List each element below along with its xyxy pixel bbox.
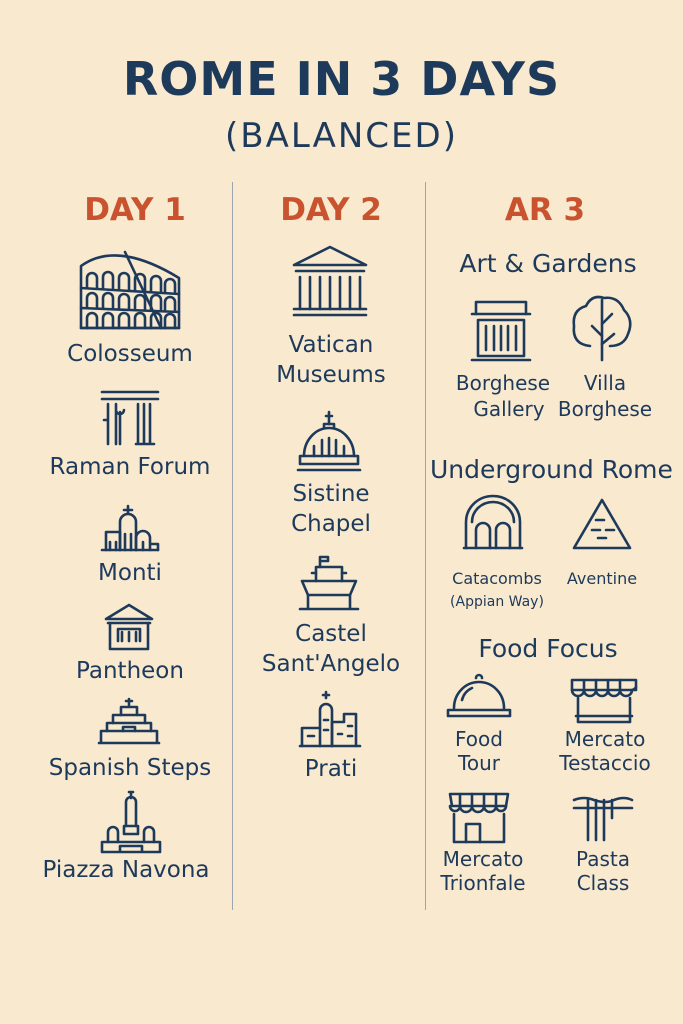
castel-label-1: Castel — [295, 621, 367, 647]
day2-heading: DAY 2 — [280, 192, 382, 228]
spanish-steps-label: Spanish Steps — [48, 755, 212, 781]
aventine-label: Aventine — [566, 569, 638, 588]
villa-label-1: Villa — [583, 371, 627, 395]
gallery-label-1: Borghese — [455, 371, 551, 395]
shop-icon — [448, 792, 510, 844]
art-gardens-title: Art & Gardens — [459, 249, 637, 278]
pantheon-label: Pantheon — [76, 658, 184, 684]
pasta-icon — [570, 794, 636, 842]
food-focus-title: Food Focus — [478, 634, 618, 663]
castle-icon — [298, 555, 360, 611]
trionfale-label-1: Mercato — [442, 847, 524, 871]
temple-icon — [292, 245, 368, 317]
fountain-icon — [98, 790, 164, 856]
steps-icon — [97, 697, 161, 747]
sistine-label-1: Sistine — [292, 481, 370, 507]
pantheon-icon — [104, 603, 154, 651]
forum-columns-icon — [100, 390, 160, 446]
food-tour-label-1: Food — [455, 727, 503, 751]
tree-icon — [570, 294, 634, 364]
navona-label: Piazza Navona — [42, 857, 210, 883]
pasta-label-2: Class — [576, 871, 630, 895]
gallery-icon — [470, 300, 532, 362]
dome-icon — [296, 410, 362, 474]
underground-title: Underground Rome — [430, 455, 673, 484]
church-icon — [100, 502, 160, 552]
page-subtitle: (BALANCED) — [225, 116, 458, 156]
testaccio-label-1: Mercato — [564, 727, 646, 751]
market-stall-icon — [570, 676, 638, 724]
pasta-label-1: Pasta — [576, 847, 630, 871]
vatican-label-2: Museums — [276, 362, 386, 388]
column-divider-right — [425, 182, 426, 910]
hill-icon — [572, 496, 632, 552]
day1-heading: DAY 1 — [84, 192, 186, 228]
cloche-icon — [446, 672, 512, 720]
monti-label: Monti — [98, 560, 162, 586]
testaccio-label-2: Testaccio — [559, 751, 651, 775]
buildings-icon — [298, 690, 362, 748]
column-divider-left — [232, 182, 233, 910]
forum-label: Raman Forum — [49, 454, 211, 480]
food-tour-label-2: Tour — [458, 751, 500, 775]
arch-icon — [462, 494, 524, 552]
colosseum-label: Colosseum — [67, 341, 193, 367]
day3-heading: AR 3 — [504, 192, 586, 228]
catacombs-label-2: (Appian Way) — [450, 594, 544, 610]
catacombs-label-1: Catacombs — [452, 569, 542, 588]
colosseum-icon — [77, 244, 183, 332]
prati-label: Prati — [304, 756, 358, 782]
page-title: ROME IN 3 DAYS — [122, 52, 561, 106]
sistine-label-2: Chapel — [291, 511, 371, 537]
vatican-label-1: Vatican — [288, 332, 374, 358]
trionfale-label-2: Trionfale — [440, 871, 526, 895]
gallery-label-2: Gallery — [473, 397, 545, 421]
villa-label-2: Borghese — [557, 397, 653, 421]
castel-label-2: Sant'Angelo — [261, 651, 401, 677]
